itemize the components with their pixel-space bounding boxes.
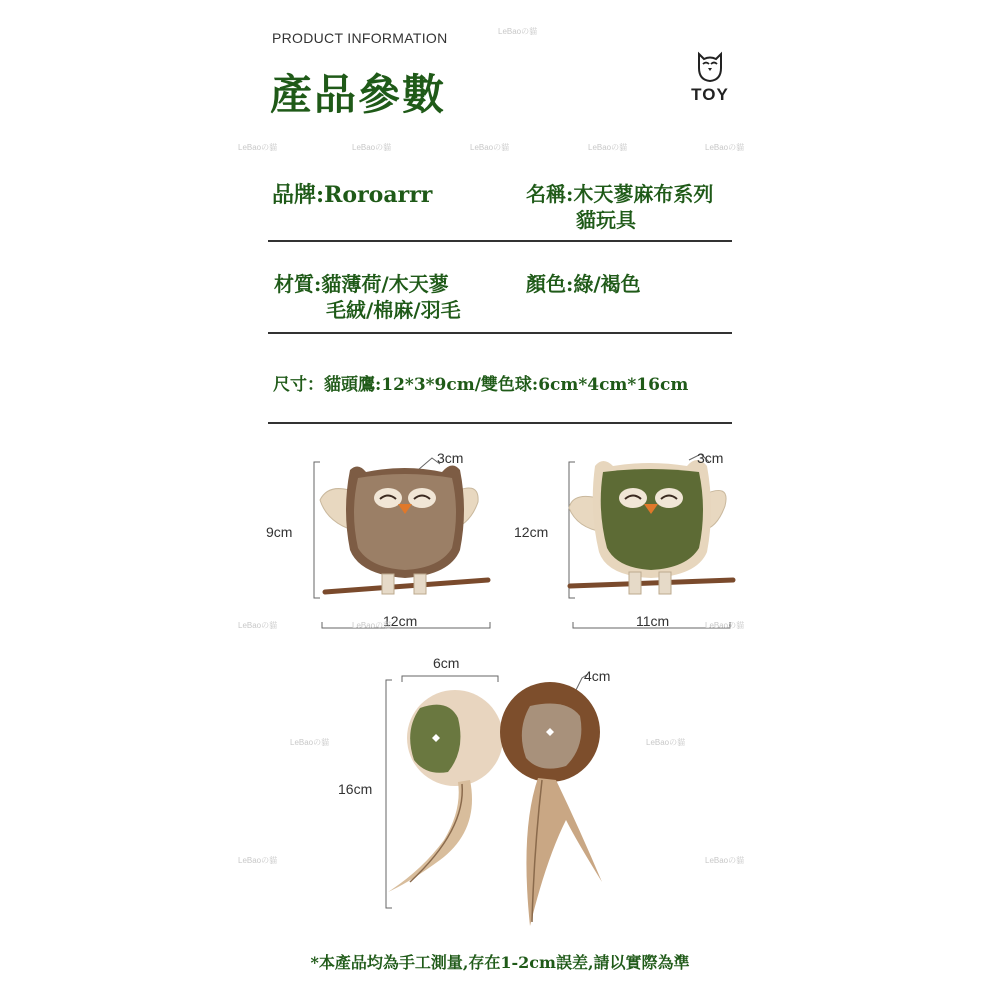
ball-length: 16cm	[338, 781, 373, 797]
watermark: LeBaoの貓	[352, 143, 392, 152]
divider-3	[268, 422, 732, 424]
header-subtitle: PRODUCT INFORMATION	[272, 30, 448, 46]
spec-material-line1: 材質:貓薄荷/木天蓼	[274, 272, 449, 296]
green-owl-image	[555, 440, 755, 640]
brown-owl-depth: 3cm	[437, 450, 464, 466]
toy-badge	[685, 50, 735, 105]
ball-depth: 4cm	[584, 668, 611, 684]
watermark: LeBaoの貓	[705, 856, 745, 865]
spec-brand: 品牌:Roroarrr	[272, 182, 433, 208]
watermark: LeBaoの貓	[238, 856, 278, 865]
ball-width: 6cm	[433, 655, 460, 671]
two-tone-ball-image	[370, 660, 630, 940]
watermark: LeBaoの貓	[290, 738, 330, 747]
page-title: 產品參數	[270, 70, 447, 119]
green-owl-height: 12cm	[514, 524, 549, 540]
green-owl-depth: 3cm	[697, 450, 724, 466]
watermark: LeBaoの貓	[352, 621, 392, 630]
spec-name-line1: 名稱:木天蓼麻布系列	[526, 182, 714, 206]
watermark: LeBaoの貓	[588, 143, 628, 152]
watermark: LeBaoの貓	[705, 621, 745, 630]
footer-note: *本產品均為手工測量,存在1-2cm誤差,請以實際為準	[310, 953, 690, 972]
green-owl-width: 11cm	[636, 613, 670, 629]
watermark: LeBaoの貓	[498, 27, 538, 36]
watermark: LeBaoの貓	[238, 621, 278, 630]
spec-size: 尺寸：貓頭鷹:12*3*9cm/雙色球:6cm*4cm*16cm	[273, 375, 689, 395]
watermark: LeBaoの貓	[646, 738, 686, 747]
watermark: LeBaoの貓	[705, 143, 745, 152]
brown-owl-width: 12cm	[383, 613, 418, 629]
spec-name-line2: 貓玩具	[576, 208, 636, 232]
toy-label: TOY	[691, 85, 729, 104]
brown-owl-image	[300, 440, 510, 640]
watermark: LeBaoの貓	[238, 143, 278, 152]
brown-owl-height: 9cm	[266, 524, 293, 540]
spec-color: 顏色:綠/褐色	[526, 272, 641, 296]
divider-1	[268, 240, 732, 242]
watermark: LeBaoの貓	[470, 143, 510, 152]
divider-2	[268, 332, 732, 334]
owl-icon	[695, 50, 725, 84]
spec-material-line2: 毛絨/棉麻/羽毛	[326, 298, 461, 322]
